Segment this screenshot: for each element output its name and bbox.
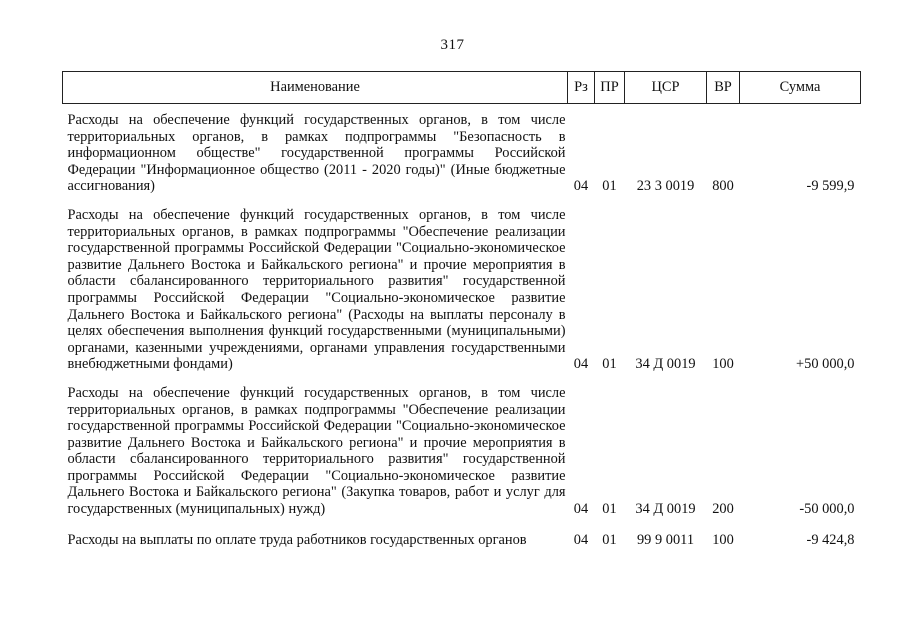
header-vr: ВР xyxy=(707,72,740,104)
table-row xyxy=(63,201,861,379)
table-row xyxy=(63,379,861,524)
row-vr: 100 xyxy=(712,531,734,548)
row-sum: -50 000,0 xyxy=(799,501,855,518)
row-csr: 99 9 0011 xyxy=(636,531,695,548)
row-name: Расходы на обеспечение функций государственных органов, в том числе территориальных органов, в рамках подпрограммы "Обеспечение реализации государственной программы Российской Федерации "Социально-экономическое развитие Дальнего Востока и Байкальского региона" и прочие мероприятия в области сбалансированного территориального развития" государственной программы Российской Федерации "Социально-экономическое развитие Дальнего Востока и Байкальского региона" (Закупка товаров, работ и услуг для государственных (муниципальных) нужд) xyxy=(67,384,566,518)
header-csr: ЦСР xyxy=(625,72,707,104)
header-pr: ПР xyxy=(595,72,625,104)
table-row xyxy=(63,524,861,555)
row-pr: 01 xyxy=(602,531,617,548)
row-csr: 34 Д 0019 xyxy=(635,501,696,518)
row-pr: 01 xyxy=(602,356,617,373)
header-name: Наименование xyxy=(63,72,568,104)
row-vr: 100 xyxy=(712,356,734,373)
budget-table xyxy=(62,71,861,554)
header-rz: Рз xyxy=(568,72,595,104)
row-rz: 04 xyxy=(573,178,589,195)
row-rz: 04 xyxy=(573,356,589,373)
table-header-row xyxy=(63,72,861,104)
header-sum: Сумма xyxy=(740,72,861,104)
row-sum: -9 599,9 xyxy=(806,178,855,195)
row-vr: 200 xyxy=(712,501,734,518)
row-pr: 01 xyxy=(602,501,617,518)
row-vr: 800 xyxy=(712,178,734,195)
row-csr: 34 Д 0019 xyxy=(635,356,696,373)
row-name: Расходы на обеспечение функций государственных органов, в том числе территориальных органов, в рамках подпрограммы "Безопасность в информационном обществе" государственной программы Российской Федерации "Информационное общество (2011 - 2020 годы)" (Иные бюджетные ассигнования) xyxy=(67,112,566,195)
page-number: 317 xyxy=(440,37,465,53)
row-name: Расходы на обеспечение функций государственных органов, в том числе территориальных органов, в рамках подпрограммы "Обеспечение реализации государственной программы Российской Федерации "Социально-экономическое развитие Дальнего Востока и Байкальского региона" и прочие мероприятия в области сбалансированного территориального развития" государственной программы Российской Федерации "Социально-экономическое развитие Дальнего Востока и Байкальского региона" (Расходы на выплаты персоналу в целях обеспечения выполнения функций государственными (муниципальными) органами, казенными учреждениями, органами управления государственными внебюджетными фондами) xyxy=(67,206,566,373)
row-sum: -9 424,8 xyxy=(806,531,855,548)
row-name: Расходы на выплаты по оплате труда работников государственных органов xyxy=(67,531,527,548)
row-sum: +50 000,0 xyxy=(796,356,855,373)
row-rz: 04 xyxy=(573,501,589,518)
row-rz: 04 xyxy=(573,531,589,548)
row-csr: 23 3 0019 xyxy=(636,178,695,195)
table-row xyxy=(63,104,861,201)
row-pr: 01 xyxy=(602,178,617,195)
